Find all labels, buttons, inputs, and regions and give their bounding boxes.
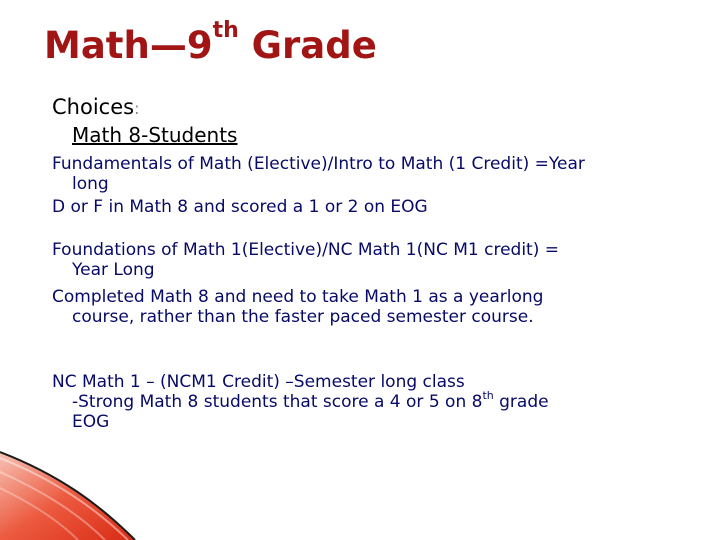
choices-colon: : <box>134 99 140 118</box>
paragraph-line-indent: course, rather than the faster paced semester course. <box>72 307 534 327</box>
paragraph-line: Completed Math 8 and need to take Math 1 as a yearlong <box>52 287 544 307</box>
paragraph-line: Fundamentals of Math (Elective)/Intro to Math (1 Credit) =Year <box>52 154 585 174</box>
choices-label: Choices <box>52 95 135 119</box>
title-superscript: th <box>212 18 239 43</box>
paragraph-line-indent: EOG <box>72 412 110 432</box>
paragraph-line-indent: long <box>72 174 109 194</box>
title-text-pre: Math—9 <box>44 24 213 67</box>
title-text-post: Grade <box>238 24 377 67</box>
paragraph-fundamentals <box>52 154 585 194</box>
paragraph-line-indent: Year Long <box>72 260 155 280</box>
paragraph-line: Foundations of Math 1(Elective)/NC Math 1(NC M1 credit) = <box>52 240 559 260</box>
paragraph-text: -Strong Math 8 students that score a 4 or 5 on 8 <box>72 392 483 412</box>
paragraph-line-indent <box>52 389 549 412</box>
paragraph-foundations <box>52 240 559 280</box>
paragraph-line: D or F in Math 8 and scored a 1 or 2 on EOG <box>52 197 428 217</box>
slide-title <box>44 18 377 70</box>
paragraph-criteria-1 <box>52 197 428 217</box>
subheading: Math 8-Students <box>72 123 238 147</box>
paragraph-nc-math-1 <box>52 372 549 432</box>
paragraph-line: NC Math 1 – (NCM1 Credit) –Semester long class <box>52 372 465 392</box>
paragraph-criteria-2 <box>52 287 543 327</box>
paragraph-text: grade <box>493 392 549 412</box>
choices-heading <box>52 94 139 122</box>
superscript: th <box>482 389 494 402</box>
